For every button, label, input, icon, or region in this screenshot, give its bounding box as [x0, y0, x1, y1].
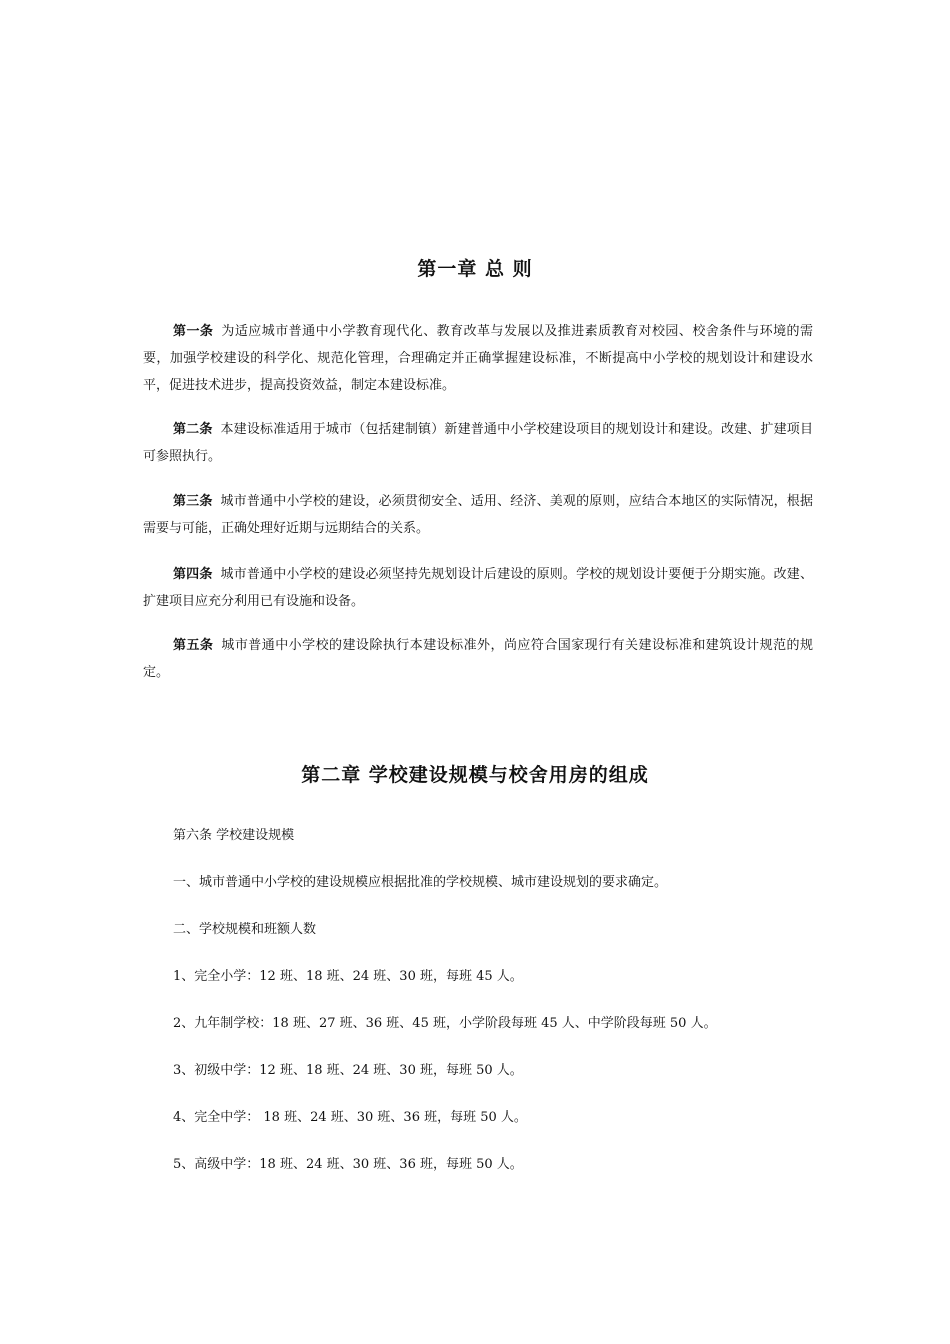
article-2-text: 本建设标准适用于城市（包括建制镇）新建普通中小学校建设项目的规划设计和建设。改建、扩建项目可参照执行。 — [143, 422, 813, 464]
list-item: 4、完全中学： 18 班、24 班、30 班、36 班，每班 50 人。 — [173, 1110, 527, 1125]
article-1 — [143, 318, 813, 399]
article-5-label: 第五条 — [173, 638, 214, 653]
list-item: 3、初级中学：12 班、18 班、24 班、30 班，每班 50 人。 — [173, 1063, 523, 1078]
article-1-label: 第一条 — [173, 324, 214, 339]
article-2 — [143, 416, 813, 470]
article-5 — [143, 632, 813, 686]
list-item: 2、九年制学校：18 班、27 班、36 班、45 班，小学阶段每班 45 人、中学阶段每班 50 人。 — [173, 1016, 717, 1031]
article-4-text: 城市普通中小学校的建设必须坚持先规划设计后建设的原则。学校的规划设计要便于分期实施。改建、扩建项目应充分利用已有设施和设备。 — [143, 567, 813, 609]
article-3-text: 城市普通中小学校的建设，必须贯彻安全、适用、经济、美观的原则，应结合本地区的实际情况，根据需要与可能，正确处理好近期与远期结合的关系。 — [143, 494, 813, 536]
list-item: 二、学校规模和班额人数 — [173, 922, 317, 937]
article-3 — [143, 488, 813, 542]
article-4-label: 第四条 — [173, 567, 213, 582]
chapter-2-title: 第二章 学校建设规模与校舍用房的组成 — [301, 764, 649, 786]
article-6-heading: 第六条 学校建设规模 — [173, 828, 295, 843]
article-2-label: 第二条 — [173, 422, 213, 437]
article-1-text: 为适应城市普通中小学教育现代化、教育改革与发展以及推进素质教育对校园、校舍条件与环境的需要，加强学校建设的科学化、规范化管理，合理确定并正确掌握建设标准，不断提高中小学校的规划设计和建设水平，促进技术进步，提高投资效益，制定本建设标准。 — [143, 324, 813, 393]
list-item: 5、高级中学：18 班、24 班、30 班、36 班，每班 50 人。 — [173, 1157, 523, 1172]
chapter-1-title: 第一章 总 则 — [417, 258, 533, 280]
list-item: 一、城市普通中小学校的建设规模应根据批准的学校规模、城市建设规划的要求确定。 — [173, 875, 668, 890]
article-4 — [143, 561, 813, 615]
list-item: 1、完全小学：12 班、18 班、24 班、30 班，每班 45 人。 — [173, 969, 523, 984]
article-5-text: 城市普通中小学校的建设除执行本建设标准外，尚应符合国家现行有关建设标准和建筑设计规范的规定。 — [143, 638, 813, 680]
article-3-label: 第三条 — [173, 494, 213, 509]
